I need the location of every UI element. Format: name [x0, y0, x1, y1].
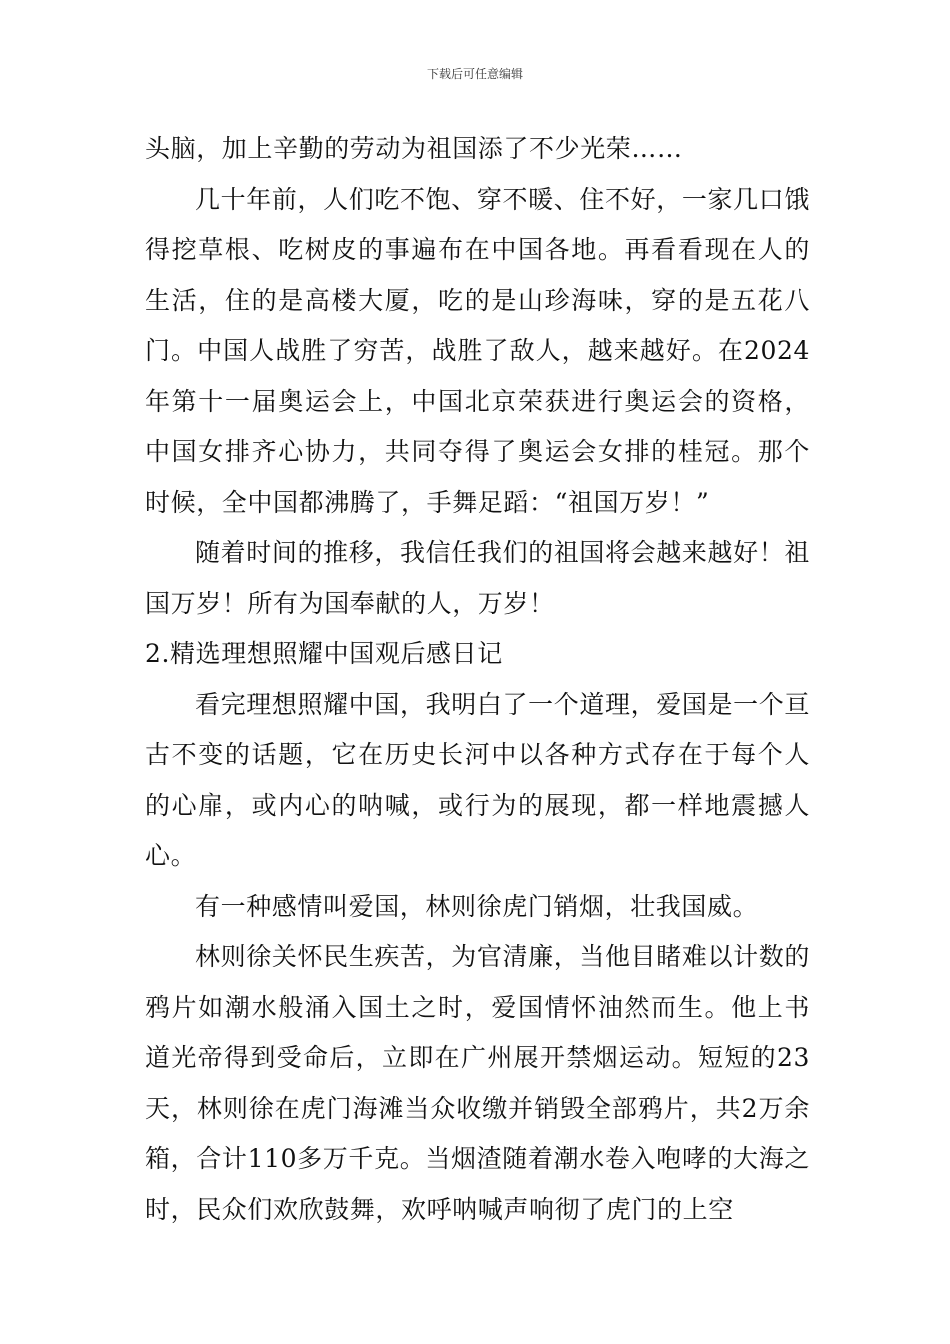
- paragraph-2: 几十年前，人们吃不饱、穿不暖、住不好，一家几口饿得挖草根、吃树皮的事遍布在中国各地。再看看现在人的生活，住的是高楼大厦，吃的是山珍海味，穿的是五花八门。中国人战胜了穷苦，战胜了敌人，越来越好。在2024年第十一届奥运会上，中国北京荣获进行奥运会的资格，中国女排齐心协力，共同夺得了奥运会女排的桂冠。那个时候，全中国都沸腾了，手舞足蹈：“祖国万岁！”: [145, 184, 810, 517]
- paragraph-1: 头脑，加上辛勤的劳动为祖国添了不少光荣……: [145, 134, 683, 163]
- paragraph-3: 随着时间的推移，我信任我们的祖国将会越来越好！祖国万岁！所有为国奉献的人，万岁！: [145, 538, 810, 618]
- paragraph-5: 有一种感情叫爱国，林则徐虎门销烟，壮我国威。: [195, 891, 759, 921]
- section-heading: 2.精选理想照耀中国观后感日记: [145, 639, 503, 668]
- paragraph-4: 看完理想照耀中国，我明白了一个道理，爱国是一个亘古不变的话题，它在历史长河中以各种方式存在于每个人的心扉，或内心的呐喊，或行为的展现，都一样地震撼人心。: [145, 689, 810, 870]
- paragraph-6: 林则徐关怀民生疾苦，为官清廉，当他目睹难以计数的鸦片如潮水般涌入国土之时，爱国情怀油然而生。他上书道光帝得到受命后，立即在广州展开禁烟运动。短短的23天，林则徐在虎门海滩当众收缴并销毁全部鸦片，共2万余箱，合计110多万千克。当烟渣随着潮水卷入咆哮的大海之时，民众们欢欣鼓舞，欢呼呐喊声响彻了虎门的上空: [145, 942, 810, 1224]
- document-body: [145, 124, 810, 1235]
- page-header: 下载后可任意编辑: [426, 67, 523, 81]
